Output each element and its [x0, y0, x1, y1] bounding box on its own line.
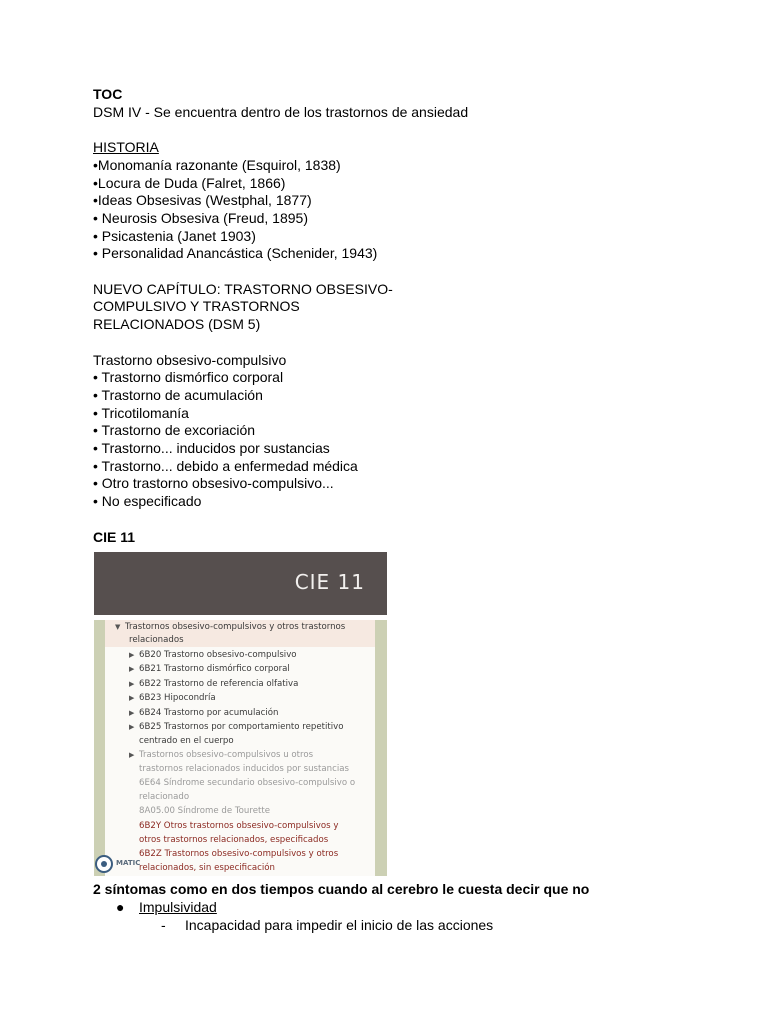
- cie11-tree-item: ▶ 6B22 Trastorno de referencia olfativa: [129, 677, 298, 692]
- caret-right-icon: ▶: [129, 694, 135, 703]
- cie11-tree-parent-cont: relacionados: [129, 635, 184, 646]
- cie11-tree-item-cont: trastornos relacionados inducidos por sustancias: [139, 764, 349, 775]
- historia-item: • Psicastenia (Janet 1903): [93, 227, 256, 244]
- doc-subtitle: DSM IV - Se encuentra dentro de los trastornos de ansiedad: [93, 103, 469, 120]
- historia-item: • Personalidad Anancástica (Schenider, 1943): [93, 245, 378, 262]
- bullet-icon: ●: [116, 898, 125, 915]
- cie11-tree-item: 8A05.00 Síndrome de Tourette: [139, 806, 271, 817]
- historia-item: • Neurosis Obsesiva (Freud, 1895): [93, 209, 308, 226]
- sintomas-sub-label: Incapacidad para impedir el inicio de las acciones: [185, 916, 494, 933]
- trastorno-item: • Tricotilomanía: [93, 404, 189, 421]
- cie11-tree-panel: [105, 620, 375, 876]
- cie11-image: [94, 552, 387, 876]
- logo-text: MATIC: [116, 859, 141, 868]
- dash-icon: -: [161, 916, 166, 933]
- caret-right-icon: ▶: [129, 723, 135, 732]
- cie11-tree-item-cont: relacionado: [139, 792, 190, 803]
- doc-title: TOC: [93, 86, 123, 102]
- cie11-tree-item-cont: relacionados, sin especificación: [139, 863, 275, 874]
- historia-item: •Locura de Duda (Falret, 1866): [93, 174, 286, 191]
- sintomas-bullet: [93, 899, 693, 917]
- historia-item: •Ideas Obsesivas (Westphal, 1877): [93, 192, 312, 209]
- cie11-image-title: CIE 11: [294, 570, 365, 595]
- sintomas-bullet-label: Impulsividad: [139, 898, 217, 915]
- sintomas-heading: 2 síntomas como en dos tiempos cuando al cerebro le cuesta decir que no: [93, 881, 590, 898]
- cie11-image-body: [94, 620, 387, 876]
- trastorno-item: • Otro trastorno obsesivo-compulsivo...: [93, 475, 334, 492]
- trastorno-item: • Trastorno... debido a enfermedad médica: [93, 457, 358, 474]
- cie11-image-header: [94, 552, 387, 615]
- trastorno-item: • Trastorno... inducidos por sustancias: [93, 440, 330, 457]
- cie11-tree-item: ▶ 6B20 Trastorno obsesivo-compulsivo: [129, 648, 297, 663]
- caret-right-icon: ▶: [129, 751, 135, 760]
- caret-right-icon: ▶: [129, 709, 135, 718]
- cie11-tree-parent: ▼ Trastornos obsesivo-compulsivos y otros trastornos: [115, 620, 345, 635]
- caret-right-icon: ▶: [129, 665, 135, 674]
- cie11-tree-item: ▶ 6B24 Trastorno por acumulación: [129, 706, 278, 721]
- caret-down-icon: ▼: [115, 623, 121, 632]
- historia-item: •Monomanía razonante (Esquirol, 1838): [93, 156, 341, 173]
- trastorno-item: • No especificado: [93, 493, 202, 510]
- trastorno-item: • Trastorno de excoriación: [93, 422, 256, 439]
- historia-heading: HISTORIA: [93, 139, 159, 156]
- caret-right-icon: ▶: [129, 651, 135, 660]
- cie11-tree-item: ▶ 6B25 Trastornos por comportamiento repetitivo: [129, 720, 344, 735]
- cie11-tree-item-cont: centrado en el cuerpo: [139, 736, 234, 747]
- sintomas-sub-item: [93, 917, 693, 935]
- cie11-tree-item: 6E64 Síndrome secundario obsesivo-compulsivo o: [139, 778, 356, 789]
- trastorno-item: • Trastorno dismórfico corporal: [93, 369, 284, 386]
- cie-heading: CIE 11: [93, 528, 136, 545]
- trastornos-heading: Trastorno obsesivo-compulsivo: [93, 351, 287, 368]
- nuevo-capitulo-line: NUEVO CAPÍTULO: TRASTORNO OBSESIVO-: [93, 280, 393, 297]
- cie11-tree-item: ▶ 6B21 Trastorno dismórfico corporal: [129, 662, 290, 677]
- cie11-tree-item: ▶ Trastornos obsesivo-compulsivos u otros: [129, 748, 313, 763]
- cie11-tree-item-cont: otros trastornos relacionados, especificados: [139, 835, 329, 846]
- nuevo-capitulo-line: COMPULSIVO Y TRASTORNOS: [93, 298, 300, 315]
- cie11-tree-item: 6B2Y Otros trastornos obsesivo-compulsivos y: [139, 821, 339, 832]
- trastorno-item: • Trastorno de acumulación: [93, 386, 263, 403]
- document-page: [93, 86, 693, 934]
- cie11-tree-item: ▶ 6B23 Hipocondría: [129, 691, 216, 706]
- cie11-tree-item: 6B2Z Trastornos obsesivo-compulsivos y otros: [139, 849, 339, 860]
- caret-right-icon: ▶: [129, 680, 135, 689]
- nuevo-capitulo-line: RELACIONADOS (DSM 5): [93, 316, 261, 333]
